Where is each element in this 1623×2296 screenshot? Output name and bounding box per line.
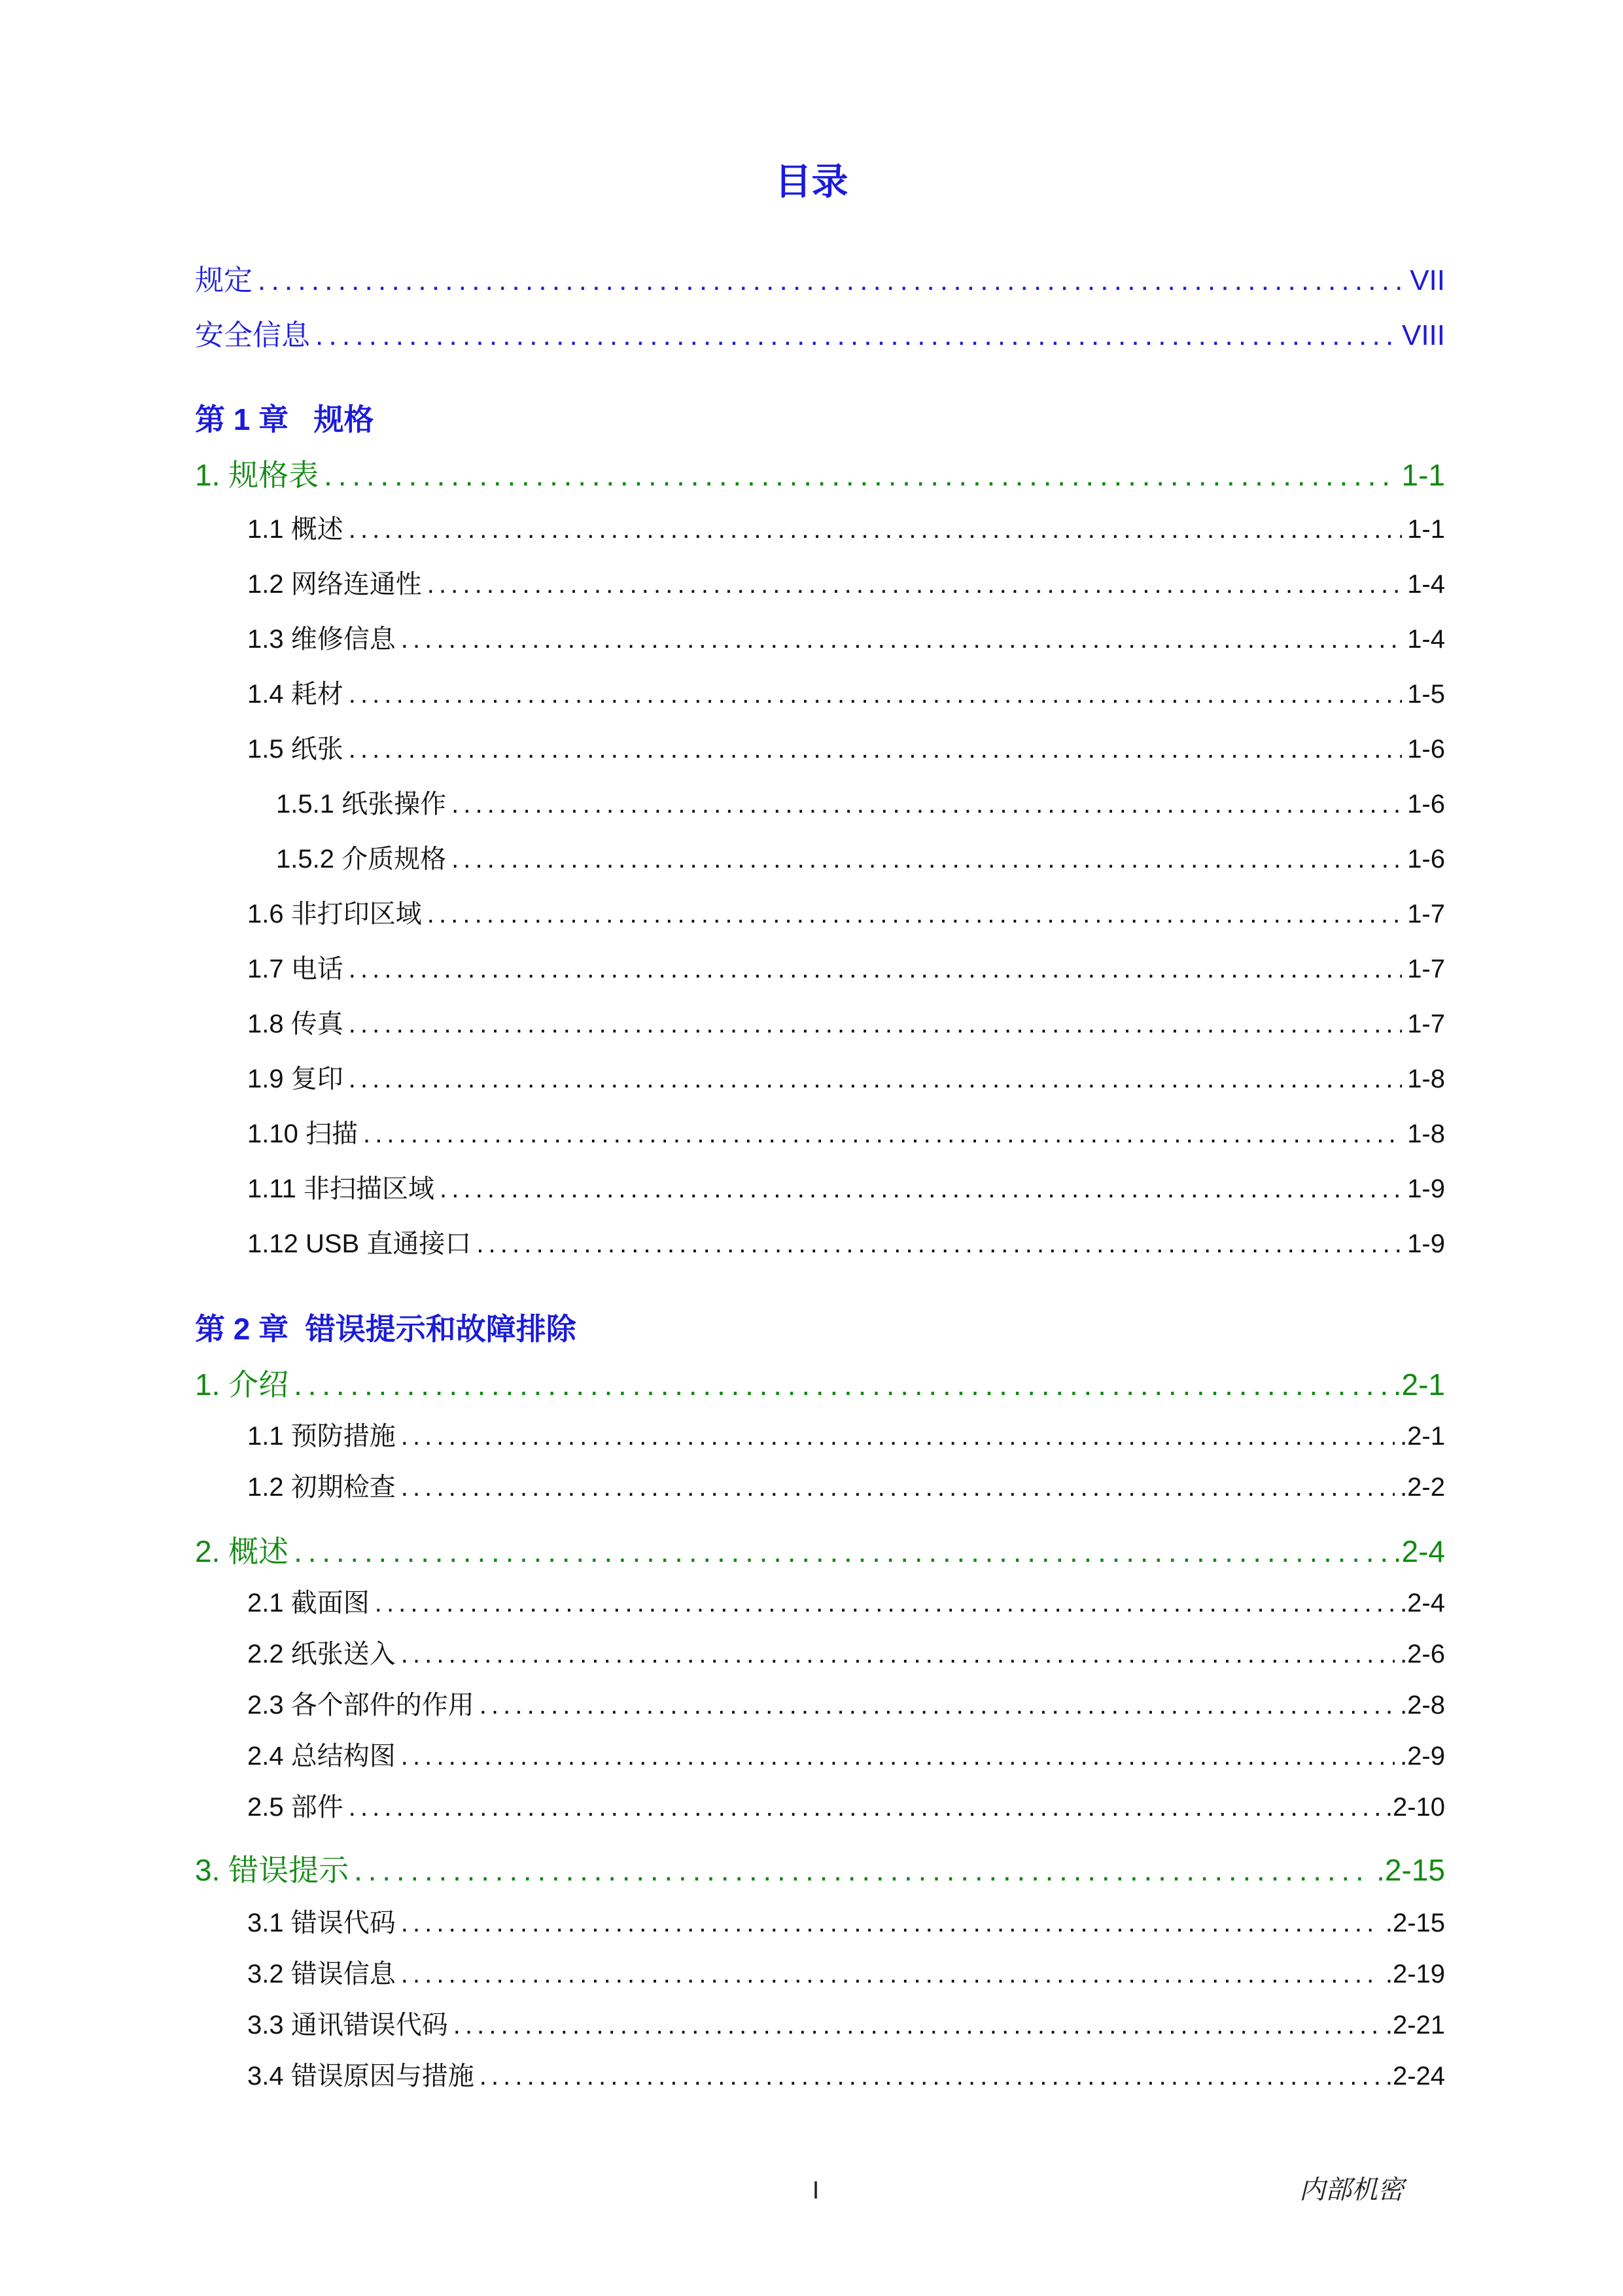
toc-entry-page: 1-9 [1407,1174,1445,1203]
toc-entry-page: .2-4 [1400,1589,1445,1617]
leader-dots [440,1174,1402,1204]
toc-subitem[interactable] [276,838,1445,875]
toc-entry-page: 1-1 [1401,458,1445,492]
toc-entry-page: 1-7 [1407,900,1445,928]
toc-section-2-3[interactable] [195,1846,1445,1890]
toc-entry-regulations[interactable] [195,256,1445,298]
toc-entry-page: 1-6 [1407,845,1445,874]
toc-entry-page: .2-1 [1393,1368,1445,1402]
toc-item[interactable] [247,1633,1445,1670]
toc-entry-page: .2-2 [1400,1473,1445,1502]
leader-dots [401,1960,1380,1989]
toc-section-2-1[interactable] [195,1361,1445,1404]
leader-dots [401,625,1402,654]
toc-item[interactable] [247,948,1445,985]
leader-dots [375,1589,1395,1618]
leader-dots [315,319,1397,352]
toc-entry-label: 2.1 截面图 [247,1589,370,1617]
toc-item[interactable] [247,1466,1445,1504]
leader-dots [480,1691,1395,1720]
toc-entry-label: 3.4 错误原因与措施 [247,2062,474,2091]
toc-entry-label: 1.4 耗材 [247,680,343,709]
leader-dots [349,1065,1402,1094]
toc-item[interactable] [247,1735,1445,1773]
toc-item[interactable] [247,1003,1445,1040]
toc-entry-label: 1.9 复印 [247,1065,343,1093]
toc-entry-label: 1.5 纸张 [247,735,343,764]
toc-entry-page: .2-24 [1385,2062,1445,2091]
leader-dots [294,1367,1388,1402]
leader-dots [258,264,1405,297]
toc-item[interactable] [247,2004,1445,2041]
leader-dots [349,735,1402,764]
toc-entry-label: 安全信息 [195,319,310,351]
toc-item[interactable] [247,1113,1445,1150]
leader-dots [294,1534,1388,1569]
leader-dots [349,1793,1380,1822]
toc-entry-page: .2-4 [1393,1534,1445,1568]
toc-entry-page: VIII [1401,319,1445,351]
toc-entry-page: 1-6 [1407,790,1445,819]
toc-entry-label: 2.4 总结构图 [247,1742,396,1771]
confidential-label: 内部机密 [1299,2175,1404,2204]
toc-item[interactable] [247,893,1445,930]
leader-dots [349,1010,1402,1039]
leader-dots [427,900,1402,929]
toc-entry-page: .2-19 [1385,1960,1445,1988]
toc-item[interactable] [247,1415,1445,1453]
toc-entry-label: 1.8 传真 [247,1010,343,1038]
toc-entry-label: 规定 [195,264,253,296]
toc-item[interactable] [247,1582,1445,1619]
toc-item[interactable] [247,618,1445,656]
leader-dots [324,457,1396,493]
leader-dots [451,790,1402,819]
toc-entry-label: 1.12 USB 直通接口 [247,1229,472,1258]
toc-entry-label: 1.2 网络连通性 [247,570,422,599]
toc-entry-label: 3.3 通讯错误代码 [247,2011,448,2040]
toc-entry-label: 2. 概述 [195,1534,289,1568]
chapter-heading-2: 第 2 章 错误提示和故障排除 [195,1312,576,1346]
toc-entry-label: 3.1 错误代码 [247,1909,396,1937]
toc-entry-page: VII [1410,264,1445,296]
leader-dots [349,680,1402,709]
toc-item[interactable] [247,563,1445,601]
toc-entry-page: 1-9 [1407,1229,1445,1258]
toc-item[interactable] [247,1058,1445,1095]
toc-entry-page: 1-4 [1407,570,1445,599]
toc-entry-label: 1.7 电话 [247,955,343,983]
toc-section-2-2[interactable] [195,1528,1445,1571]
toc-entry-page: .2-10 [1385,1793,1445,1822]
leader-dots [476,1229,1402,1259]
toc-item[interactable] [247,508,1445,546]
leader-dots [401,1909,1380,1938]
toc-entry-page: 1-8 [1407,1065,1445,1093]
leader-dots [401,1422,1395,1451]
leader-dots [349,515,1402,544]
toc-section-1-1[interactable] [195,451,1445,495]
toc-entry-label: 1.6 非打印区域 [247,900,422,928]
toc-entry-label: 1. 介绍 [195,1368,289,1402]
page-number: I [812,2177,820,2204]
toc-entry-page: .2-15 [1376,1853,1445,1887]
leader-dots [363,1120,1402,1149]
toc-item[interactable] [247,1168,1445,1205]
leader-dots [349,955,1402,984]
leader-dots [480,2062,1380,2091]
toc-item[interactable] [247,1902,1445,1939]
toc-entry-page: .2-15 [1385,1909,1445,1937]
toc-entry-label: 1.5.2 介质规格 [276,845,447,874]
toc-entry-label: 2.3 各个部件的作用 [247,1691,474,1720]
toc-entry-label: 2.5 部件 [247,1793,343,1822]
toc-entry-page: 1-5 [1407,680,1445,709]
toc-entry-page: .2-21 [1385,2011,1445,2040]
toc-entry-label: 1.1 概述 [247,515,343,544]
toc-item[interactable] [247,2055,1445,2093]
leader-dots [427,570,1402,599]
toc-entry-page: 1-6 [1407,735,1445,764]
toc-entry-label: 3. 错误提示 [195,1853,349,1887]
toc-item[interactable] [247,728,1445,766]
leader-dots [451,845,1402,874]
leader-dots [401,1473,1395,1502]
toc-entry-label: 3.2 错误信息 [247,1960,396,1988]
toc-item[interactable] [247,1684,1445,1722]
toc-entry-page: .2-1 [1400,1422,1445,1451]
toc-entry-label: 1.1 预防措施 [247,1422,396,1451]
toc-item[interactable] [247,1786,1445,1824]
toc-entry-label: 1.5.1 纸张操作 [276,790,447,819]
leader-dots [453,2011,1380,2040]
toc-entry-page: .2-8 [1400,1691,1445,1720]
toc-entry-label: 1.10 扫描 [247,1120,358,1148]
toc-entry-page: 1-8 [1407,1120,1445,1148]
toc-entry-label: 1.11 非扫描区域 [247,1174,434,1203]
leader-dots [354,1852,1371,1888]
toc-entry-label: 1. 规格表 [195,458,319,492]
toc-entry-page: .2-9 [1400,1742,1445,1771]
toc-entry-label: 1.2 初期检查 [247,1473,396,1502]
toc-entry-label: 1.3 维修信息 [247,625,396,654]
toc-entry-page: 1-4 [1407,625,1445,654]
toc-item[interactable] [247,673,1445,711]
toc-subitem[interactable] [276,783,1445,821]
toc-item[interactable] [247,1953,1445,1990]
toc-entry-page: 1-7 [1407,1010,1445,1038]
toc-entry-page: .2-6 [1400,1640,1445,1669]
toc-item[interactable] [247,1223,1445,1260]
leader-dots [401,1640,1395,1669]
chapter-heading-1: 第 1 章 规格 [195,402,374,436]
leader-dots [401,1742,1395,1771]
toc-entry-label: 2.2 纸张送入 [247,1640,396,1669]
toc-entry-page: 1-7 [1407,955,1445,983]
toc-entry-safety-info[interactable] [195,311,1445,353]
document-title: 目录 [775,161,848,202]
toc-entry-page: 1-1 [1407,515,1445,544]
